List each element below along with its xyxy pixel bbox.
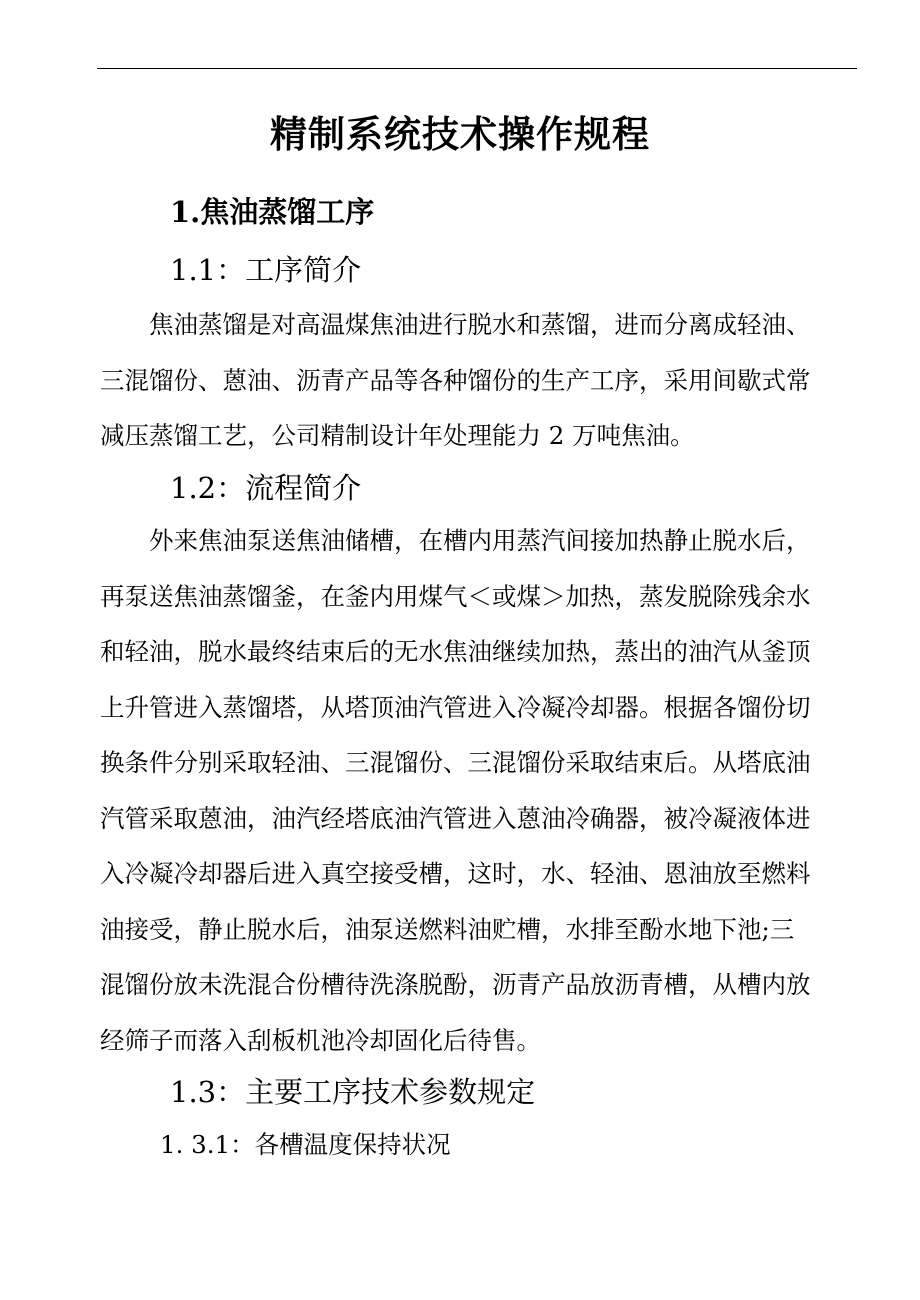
paragraph-line: 汽管采取蒽油，油汽经塔底油汽管进入蒽油冷确器，被冷凝液体进 <box>100 803 811 833</box>
paragraph-flow-intro <box>100 513 860 1068</box>
subsubsection-heading-1-3-1: 1. 3.1：各槽温度保持状况 <box>160 1130 451 1159</box>
subsection-heading-1-1: 1.1：工序简介 <box>170 253 362 287</box>
subsection-heading-1-3: 1.3：主要工序技术参数规定 <box>170 1075 536 1109</box>
section-heading-1: 1.焦油蒸馏工序 <box>170 195 375 229</box>
paragraph-line: 混馏份放未洗混合份槽待洗涤脱酚，沥青产品放沥青槽，从槽内放 <box>100 970 811 999</box>
paragraph-line: 上升管进入蒸馏塔，从塔顶油汽管进入冷凝冷却器。根据各馏份切 <box>100 692 811 722</box>
paragraph-process-intro <box>100 297 860 464</box>
paragraph-line: 入冷凝冷却器后进入真空接受槽，这时，水、轻油、恩油放至燃料 <box>100 859 811 888</box>
subsection-heading-1-2: 1.2：流程简介 <box>170 471 362 505</box>
paragraph-line: 减压蒸馏工艺，公司精制设计年处理能力 2 万吨焦油。 <box>100 421 695 450</box>
document-title: 精制系统技术操作规程 <box>270 112 650 156</box>
paragraph-line: 油接受，静止脱水后，油泵送燃料油贮槽，水排至酚水地下池;三 <box>100 914 795 944</box>
paragraph-line: 换条件分别采取轻油、三混馏份、三混馏份采取结束后。从塔底油 <box>100 748 811 777</box>
paragraph-line: 经筛子而落入刮板机池冷却固化后待售。 <box>100 1025 541 1055</box>
paragraph-line: 焦油蒸馏是对高温煤焦油进行脱水和蒸馏，进而分离成轻油、 <box>149 310 811 339</box>
header-rule <box>97 68 857 69</box>
paragraph-line: 三混馏份、蒽油、沥青产品等各种馏份的生产工序，采用间歇式常 <box>100 365 811 395</box>
paragraph-line: 和轻油，脱水最终结束后的无水焦油继续加热，蒸出的油汽从釜顶 <box>100 637 811 666</box>
paragraph-line: 外来焦油泵送焦油储槽，在槽内用蒸汽间接加热静止脱水后， <box>149 526 811 555</box>
paragraph-line: 再泵送焦油蒸馏釜，在釜内用煤气＜或煤＞加热，蒸发脱除残余水 <box>100 581 811 611</box>
